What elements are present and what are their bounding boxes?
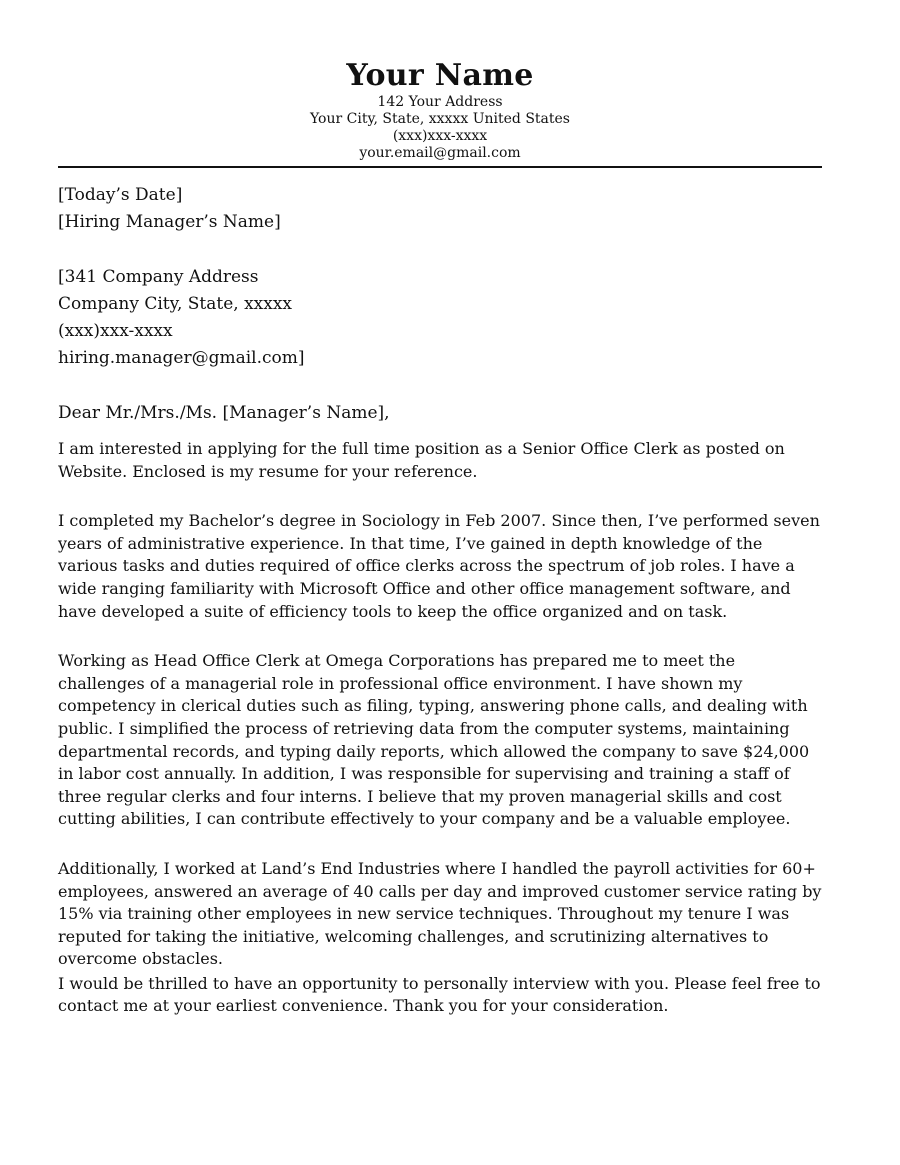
closing-paragraph: I would be thrilled to have an opportunity to personally interview with you. Please feel free to contact me at your earliest convenience. Thank you for your consideration. (58, 973, 821, 1016)
hiring-manager-name: [Hiring Manager’s Name] (58, 212, 281, 232)
hiring-manager-email: hiring.manager@gmail.com] (58, 348, 305, 368)
company-city-line: Company City, State, xxxxx (58, 294, 293, 314)
letter-date: [Today’s Date] (58, 185, 183, 205)
body-paragraph: Working as Head Office Clerk at Omega Corporations has prepared me to meet the challenges of a managerial role in professional office environment. I have shown my competency in clerical duties such as filing, typing, answering phone calls, and dealing with public. I simplified the process of retrieving data from the computer systems, maintaining departmental records, and typing daily reports, which allowed the company to save $24,000 in labor cost annually. In addition, I was responsible for supervising and training a staff of three regular clerks and four interns. I believe that my proven managerial skills and cost cutting abilities, I can contribute effectively to your company and be a valuable employee. (58, 651, 810, 829)
body-paragraph: Additionally, I worked at Land’s End Industries where I handled the payroll activities for 60+ employees, answered an average of 40 calls per day and improved customer service rating by 15% via training other employees in new service techniques. Throughout my tenure I was reputed for taking the initiative, welcoming challenges, and scrutinizing alternatives to overcome obstacles. (58, 858, 822, 969)
body-paragraph: I am interested in applying for the full time position as a Senior Office Clerk as posted on Website. Enclosed is my resume for your reference. (58, 439, 785, 481)
company-address: [341 Company Address (58, 267, 259, 287)
salutation: Dear Mr./Mrs./Ms. [Manager’s Name], (58, 403, 390, 423)
body-paragraph: I completed my Bachelor’s degree in Sociology in Feb 2007. Since then, I’ve performed seven years of administrative experience. In that time, I’ve gained in depth knowledge of the various tasks and duties required of office clerks across the spectrum of job roles. I have a wide ranging familiarity with Microsoft Office and other office management software, and have developed a suite of efficiency tools to keep the office organized and on task. (58, 511, 820, 621)
sender-name: Your Name (346, 58, 534, 93)
sender-email: your.email@gmail.com (359, 145, 521, 161)
header-divider (58, 166, 822, 168)
sender-address: 142 Your Address (377, 94, 503, 110)
company-phone: (xxx)xxx-xxxx (58, 321, 173, 341)
sender-city-line: Your City, State, xxxxx United States (310, 111, 570, 127)
letter-header (58, 0, 822, 162)
cover-letter-page (58, 0, 822, 1018)
recipient-block (58, 182, 822, 372)
sender-phone: (xxx)xxx-xxxx (392, 128, 488, 144)
